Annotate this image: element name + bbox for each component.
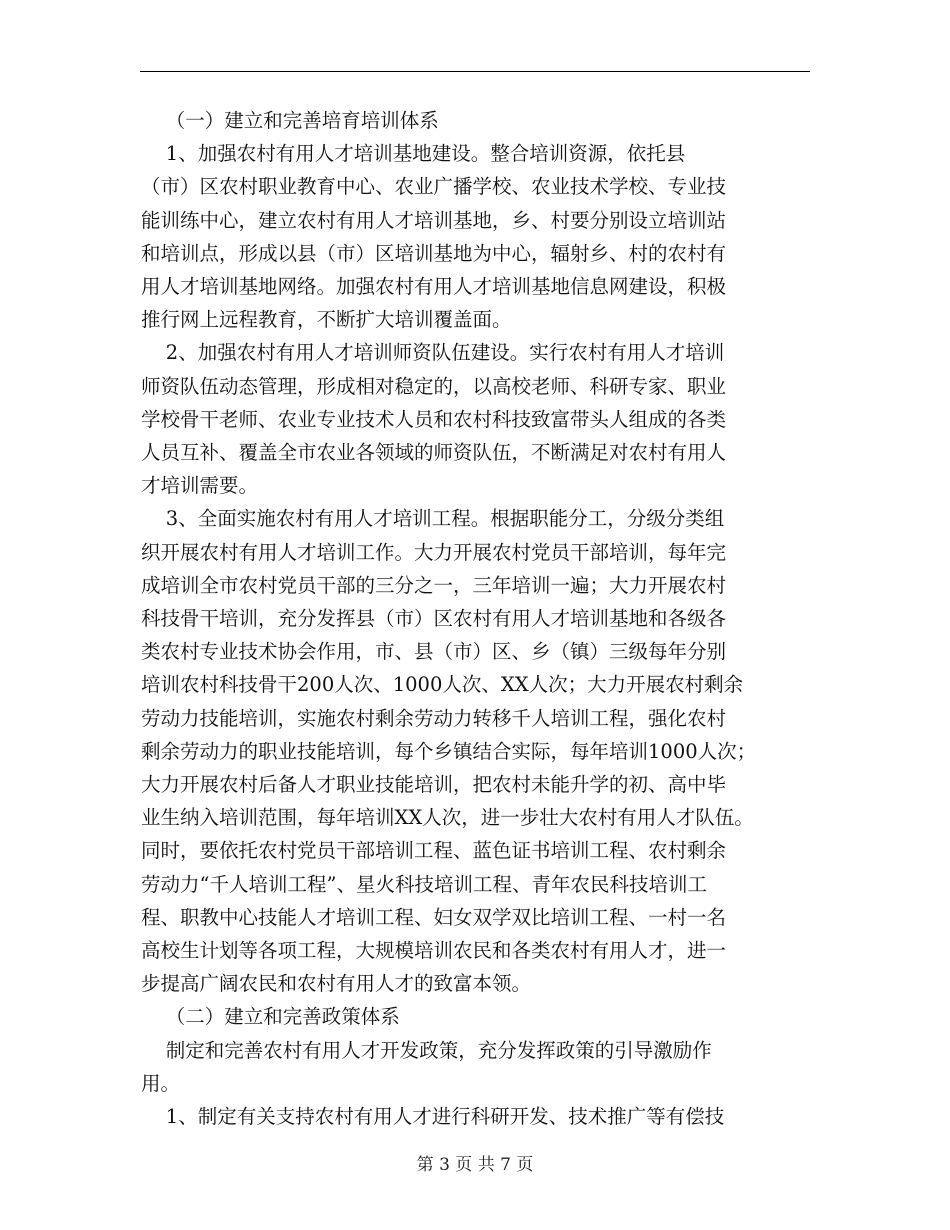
text-line: 步提高广阔农民和农村有用人才的致富本领。 bbox=[141, 972, 532, 996]
text-line: 用人才培训基地网络。加强农村有用人才培训基地信息网建设，积极 bbox=[141, 275, 727, 299]
text-line: 能训练中心，建立农村有用人才培训基地，乡、村要分别设立培训站 bbox=[141, 208, 727, 232]
text-line: 师资队伍动态管理，形成相对稳定的，以高校老师、科研专家、职业 bbox=[141, 374, 727, 398]
text-line: 1、制定有关支持农村有用人才进行科研开发、技术推广等有偿技 bbox=[141, 1105, 725, 1129]
text-line: 织开展农村有用人才培训工作。大力开展农村党员干部培训，每年完 bbox=[141, 540, 727, 564]
text-line: 类农村专业技术协会作用，市、县（市）区、乡（镇）三级每年分别 bbox=[141, 640, 727, 664]
text-line: 2、加强农村有用人才培训师资队伍建设。实行农村有用人才培训 bbox=[141, 341, 725, 365]
text-line: 劳动力技能培训，实施农村剩余劳动力转移千人培训工程，强化农村 bbox=[141, 706, 727, 730]
text-line: 大力开展农村后备人才职业技能培训，把农村未能升学的初、高中毕 bbox=[141, 773, 727, 797]
text-line: 培训农村科技骨干200人次、1000人次、XX人次；大力开展农村剩余 bbox=[141, 673, 744, 697]
heading-line: （二）建立和完善政策体系 bbox=[141, 1005, 400, 1029]
text-line: 人员互补、覆盖全市农业各领域的师资队伍，不断满足对农村有用人 bbox=[141, 441, 727, 465]
text-line: 学校骨干老师、农业专业技术人员和农村科技致富带头人组成的各类 bbox=[141, 407, 727, 431]
text-line: 高校生计划等各项工程，大规模培训农民和各类农村有用人才，进一 bbox=[141, 939, 727, 963]
text-line: 业生纳入培训范围，每年培训XX人次，进一步壮大农村有用人才队伍。 bbox=[141, 806, 754, 830]
text-line: 程、职教中心技能人才培训工程、妇女双学双比培训工程、一村一名 bbox=[141, 905, 727, 929]
text-line: 制定和完善农村有用人才开发政策，充分发挥政策的引导激励作 bbox=[141, 1038, 712, 1062]
text-line: 推行网上远程教育，不断扩大培训覆盖面。 bbox=[141, 308, 512, 332]
text-line: 成培训全市农村党员干部的三分之一，三年培训一遍；大力开展农村 bbox=[141, 573, 727, 597]
text-line: 3、全面实施农村有用人才培训工程。根据职能分工，分级分类组 bbox=[141, 507, 725, 531]
body-text bbox=[141, 104, 811, 1133]
heading-line: （一）建立和完善培育培训体系 bbox=[141, 109, 439, 132]
text-line: 剩余劳动力的职业技能培训，每个乡镇结合实际，每年培训1000人次； bbox=[141, 739, 757, 763]
text-line: 同时，要依托农村党员干部培训工程、蓝色证书培训工程、农村剩余 bbox=[141, 839, 727, 863]
text-line: 科技骨干培训，充分发挥县（市）区农村有用人才培训基地和各级各 bbox=[141, 607, 727, 631]
text-line: 1、加强农村有用人才培训基地建设。整合培训资源，依托县 bbox=[141, 142, 686, 166]
header-rule bbox=[140, 71, 810, 72]
text-line: （市）区农村职业教育中心、农业广播学校、农业技术学校、专业技 bbox=[141, 175, 727, 199]
text-line: 和培训点，形成以县（市）区培训基地为中心，辐射乡、村的农村有 bbox=[141, 241, 727, 265]
text-line: 劳动力“千人培训工程”、星火科技培训工程、青年农民科技培训工 bbox=[141, 872, 707, 896]
page-number-footer: 第 3 页 共 7 页 bbox=[416, 1155, 534, 1175]
text-line: 用。 bbox=[141, 1071, 181, 1095]
text-line: 才培训需要。 bbox=[141, 474, 259, 498]
